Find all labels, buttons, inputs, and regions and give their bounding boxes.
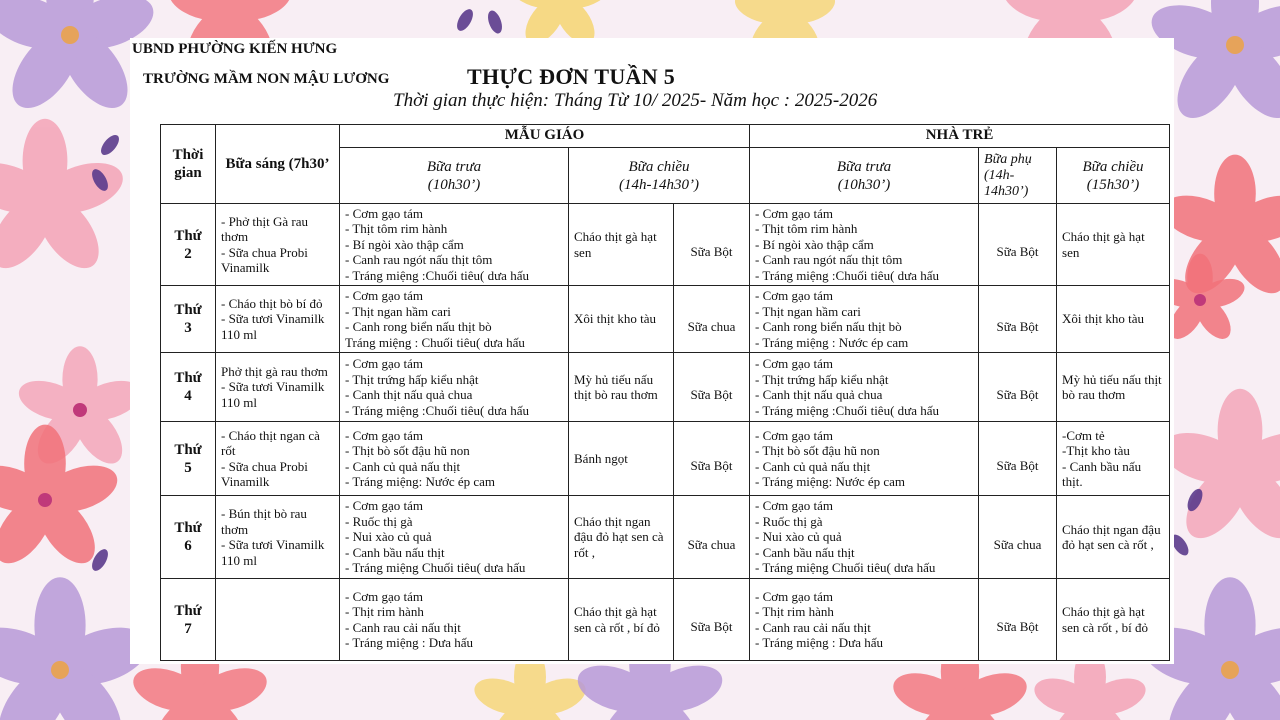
menu-line: - Tráng miệng :Chuối tiêu( dưa hấu [345, 267, 529, 283]
menu-line: - Canh bầu nấu thịt. [1062, 458, 1142, 489]
menu-line: - Sữa tươi Vinamilk 110 ml [221, 379, 325, 410]
nt-lunch-cell [750, 579, 979, 661]
menu-line: - Canh rong biển nấu thịt bò [345, 319, 492, 334]
menu-line: - Thịt ngan hầm cari [345, 303, 451, 319]
menu-line: - Canh củ quả nấu thịt [755, 458, 871, 474]
mg-afternoon-milk-cell: Sữa chua [674, 496, 750, 579]
mg-afternoon-milk-cell: Sữa Bột [674, 579, 750, 661]
group-header-mau-giao: MẪU GIÁO [340, 125, 750, 148]
nt-afternoon-cell [1057, 579, 1170, 661]
menu-line: - Thịt bò sốt đậu hũ non [755, 443, 880, 458]
menu-line: - Tráng miệng :Chuối tiêu( dưa hấu [755, 402, 939, 418]
menu-line: - Nui xào củ quả [755, 529, 842, 545]
menu-line: - Thịt trứng hấp kiểu nhật [755, 371, 889, 387]
mg-afternoon-milk-cell: Sữa Bột [674, 353, 750, 422]
menu-line: - Canh rau cải nấu thịt [345, 619, 461, 635]
day-cell [161, 353, 216, 422]
menu-line: - Sữa chua Probi Vinamilk [221, 244, 308, 275]
mg-afternoon-milk-cell: Sữa Bột [674, 204, 750, 286]
day-label: Thứ [174, 227, 202, 244]
menu-line: - Tráng miệng: Nước ép cam [345, 474, 496, 489]
day-label: Thứ [174, 302, 202, 318]
breakfast-cell [216, 286, 340, 353]
menu-line: Mỳ hủ tiếu nấu thịt bò rau thơm [1062, 371, 1162, 402]
menu-line: - Thịt tôm rim hành [345, 221, 448, 237]
menu-line: - Phở thịt Gà rau thơm [221, 213, 309, 244]
col-header-nt-lunch: Bữa trưa (10h30’) [750, 148, 979, 204]
day-label: 4 [184, 388, 192, 404]
nt-snack-cell: Sữa Bột [979, 204, 1057, 286]
menu-line: - Tráng miệng Chuối tiêu( dưa hấu [345, 560, 526, 576]
menu-line: - Ruốc thị gà [755, 513, 823, 529]
menu-line: - Canh bầu nấu thịt [755, 544, 855, 560]
table-row [161, 353, 1170, 422]
mg-afternoon-main-cell: Xôi thịt kho tàu [569, 286, 674, 353]
day-label: 3 [184, 320, 192, 336]
district-name: UBND PHƯỜNG KIẾN HƯNG [132, 41, 338, 57]
day-label: Thứ [174, 441, 202, 458]
menu-line: - Sữa tươi Vinamilk 110 ml [221, 311, 325, 342]
menu-line: - Cơm gạo tám [755, 356, 834, 371]
day-label: 7 [184, 620, 192, 637]
table-row [161, 422, 1170, 496]
breakfast-cell [216, 204, 340, 286]
mg-lunch-cell [340, 579, 569, 661]
menu-line: Cháo thịt gà hạt sen cà rốt , bí đỏ [1062, 604, 1148, 635]
mg-lunch-cell [340, 422, 569, 496]
breakfast-cell [216, 422, 340, 496]
col-header-mg-lunch: Bữa trưa (10h30’) [340, 148, 569, 204]
menu-line: - Canh rau ngót nấu thịt tôm [345, 252, 493, 268]
day-cell [161, 204, 216, 286]
menu-line: Xôi thịt kho tàu [1062, 311, 1144, 327]
nt-lunch-cell [750, 204, 979, 286]
menu-line: - Canh rau ngót nấu thịt tôm [755, 252, 903, 268]
nt-snack-cell: Sữa Bột [979, 286, 1057, 353]
menu-line: - Tráng miệng : Dưa hấu [345, 635, 474, 650]
school-name: TRƯỜNG MẦM NON MẬU LƯƠNG [143, 71, 390, 87]
menu-line: - Cơm gạo tám [345, 288, 423, 303]
mg-afternoon-main-cell: Cháo thịt gà hạt sen [569, 204, 674, 286]
menu-line: - Canh rau cải nấu thịt [755, 619, 871, 635]
menu-line: Cháo thịt ngan đậu đỏ hạt sen cà rốt , [1062, 521, 1161, 552]
menu-line: - Ruốc thị gà [345, 513, 413, 529]
mg-afternoon-main-cell: Cháo thịt gà hạt sen cà rốt , bí đỏ [569, 579, 674, 661]
day-label: Thứ [174, 370, 202, 386]
nt-afternoon-cell [1057, 422, 1170, 496]
menu-line: Phở thịt gà rau thơm [221, 363, 328, 379]
nt-afternoon-cell [1057, 353, 1170, 422]
menu-line: - Canh bầu nấu thịt [345, 544, 445, 560]
menu-line: - Nui xào củ quả [345, 529, 432, 545]
menu-line: - Cơm gạo tám [345, 356, 423, 371]
menu-line: - Bí ngòi xào thập cẩm [345, 236, 464, 252]
col-header-mg-afternoon: Bữa chiều (14h-14h30’) [569, 148, 750, 204]
menu-line: - Cơm gạo tám [345, 588, 423, 604]
day-cell [161, 496, 216, 579]
menu-line: - Thịt tôm rim hành [755, 221, 858, 237]
table-row [161, 579, 1170, 661]
menu-line: - Cơm gạo tám [345, 498, 423, 514]
menu-line: - Tráng miệng: Nước ép cam [755, 474, 906, 489]
menu-line: - Cháo thịt bò bí đỏ [221, 295, 323, 311]
menu-line: - Tráng miệng : Nước ép cam [755, 334, 909, 350]
page-title: THỰC ĐƠN TUẦN 5 [467, 64, 676, 89]
day-cell [161, 286, 216, 353]
menu-table [160, 124, 1170, 661]
table-row [161, 496, 1170, 579]
menu-line: -Thịt kho tàu [1062, 443, 1130, 458]
menu-line: - Canh củ quả nấu thịt [345, 458, 461, 474]
day-label: 2 [184, 245, 192, 262]
mg-lunch-cell [340, 286, 569, 353]
menu-line: - Tráng miệng : Dưa hấu [755, 635, 884, 650]
col-header-nt-snack: Bữa phụ (14h-14h30’) [979, 148, 1057, 204]
nt-lunch-cell [750, 353, 979, 422]
menu-line: - Thịt rim hành [755, 604, 834, 619]
mg-afternoon-main-cell: Cháo thịt ngan đậu đỏ hạt sen cà rốt , [569, 496, 674, 579]
col-header-time: Thời gian [161, 125, 216, 204]
menu-line: Tráng miệng : Chuối tiêu( dưa hấu [345, 334, 525, 350]
mg-lunch-cell [340, 353, 569, 422]
day-label: 5 [184, 459, 192, 476]
nt-lunch-cell [750, 286, 979, 353]
menu-line: - Thịt trứng hấp kiểu nhật [345, 371, 479, 387]
breakfast-cell [216, 496, 340, 579]
menu-line: - Canh thịt nấu quả chua [755, 387, 883, 402]
nt-afternoon-cell [1057, 286, 1170, 353]
menu-line: - Bún thịt bò rau thơm [221, 506, 307, 537]
nt-afternoon-cell [1057, 204, 1170, 286]
col-header-nt-afternoon: Bữa chiều (15h30’) [1057, 148, 1170, 204]
day-label: Thứ [174, 602, 202, 619]
nt-snack-cell: Sữa chua [979, 496, 1057, 579]
nt-lunch-cell [750, 496, 979, 579]
day-label: 6 [184, 538, 192, 554]
day-cell [161, 422, 216, 496]
mg-afternoon-main-cell: Mỳ hủ tiếu nấu thịt bò rau thơm [569, 353, 674, 422]
menu-line: - Canh thịt nấu quả chua [345, 387, 473, 402]
breakfast-cell [216, 353, 340, 422]
menu-line: - Cơm gạo tám [755, 498, 834, 514]
nt-snack-cell: Sữa Bột [979, 579, 1057, 661]
menu-line: - Canh rong biển nấu thịt bò [755, 319, 902, 334]
menu-line: - Cơm gạo tám [345, 427, 423, 443]
table-row [161, 286, 1170, 353]
menu-line: - Thịt bò sốt đậu hũ non [345, 443, 470, 458]
group-header-nha-tre: NHÀ TRẺ [750, 125, 1170, 148]
mg-lunch-cell [340, 496, 569, 579]
menu-line: Cháo thịt gà hạt sen [1062, 229, 1145, 260]
nt-lunch-cell [750, 422, 979, 496]
day-label: Thứ [174, 520, 202, 536]
mg-lunch-cell [340, 204, 569, 286]
menu-line: - Thịt rim hành [345, 604, 424, 619]
day-cell [161, 579, 216, 661]
nt-snack-cell: Sữa Bột [979, 422, 1057, 496]
menu-line: - Cơm gạo tám [755, 427, 834, 443]
page-subtitle: Thời gian thực hiện: Tháng Từ 10/ 2025- Năm học : 2025-2026 [393, 90, 878, 111]
menu-line: - Cháo thịt ngan cà rốt [221, 427, 320, 458]
table-row [161, 204, 1170, 286]
nt-snack-cell: Sữa Bột [979, 353, 1057, 422]
col-header-breakfast: Bữa sáng (7h30’ [216, 125, 340, 204]
menu-line: - Tráng miệng :Chuối tiêu( dưa hấu [755, 267, 939, 283]
menu-line: - Tráng miệng Chuối tiêu( dưa hấu [755, 560, 936, 576]
menu-line: - Sữa tươi Vinamilk 110 ml [221, 537, 325, 568]
breakfast-cell [216, 579, 340, 661]
menu-line: - Cơm gạo tám [345, 205, 423, 221]
menu-line: -Cơm tẻ [1062, 427, 1105, 443]
menu-line: - Bí ngòi xào thập cẩm [755, 236, 874, 252]
mg-afternoon-milk-cell: Sữa chua [674, 286, 750, 353]
menu-line: - Sữa chua Probi Vinamilk [221, 458, 308, 489]
menu-line: - Thịt ngan hầm cari [755, 303, 861, 319]
menu-line: - Cơm gạo tám [755, 288, 834, 303]
menu-line: - Cơm gạo tám [755, 588, 834, 604]
mg-afternoon-main-cell: Bánh ngọt [569, 422, 674, 496]
nt-afternoon-cell [1057, 496, 1170, 579]
menu-line: - Tráng miệng :Chuối tiêu( dưa hấu [345, 402, 529, 418]
menu-line: - Cơm gạo tám [755, 205, 834, 221]
mg-afternoon-milk-cell: Sữa Bột [674, 422, 750, 496]
